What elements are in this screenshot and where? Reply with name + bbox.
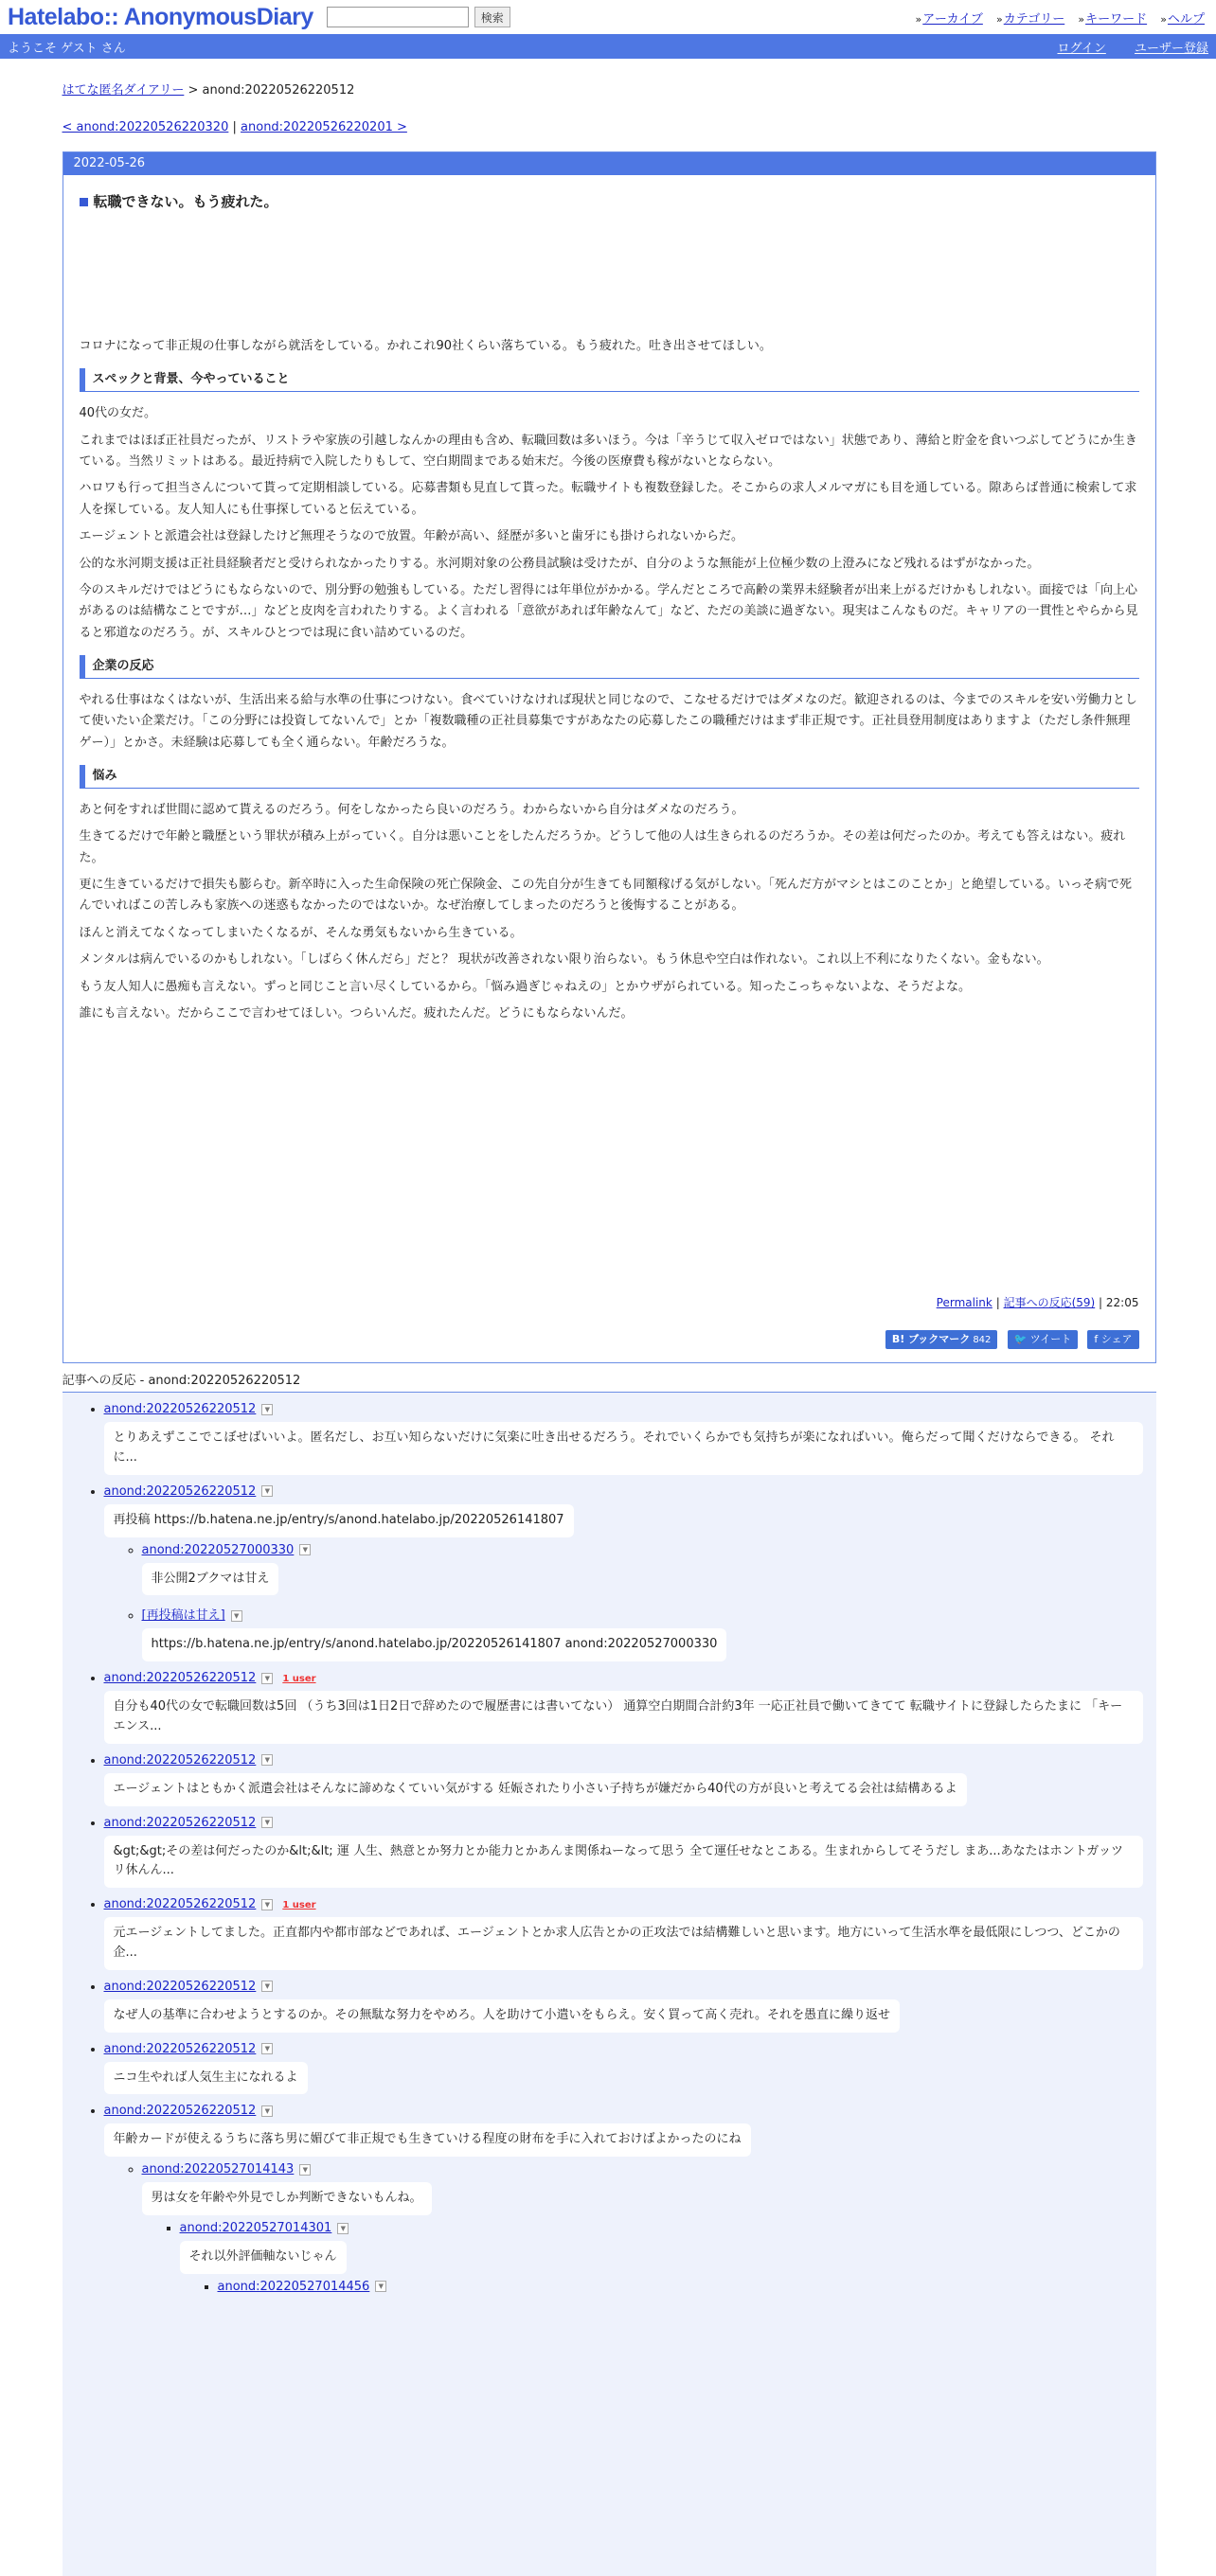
user-bar	[0, 34, 1216, 59]
reaction-snippet: エージェントはともかく派遣会社はそんなに諦めなくていい気がする 妊娠されたり小さい子持ちが嫌だから40代の方が良いと考えてる会社は結構あるよ	[104, 1773, 967, 1806]
reaction-item	[104, 1753, 1143, 1806]
tweet-button[interactable]	[1008, 1330, 1079, 1349]
diary-entry	[63, 151, 1156, 1363]
entry-body	[63, 175, 1155, 1362]
chevron-down-icon[interactable]: ▼	[299, 1544, 311, 1555]
nav-archive-link[interactable]: » アーカイブ	[916, 12, 983, 27]
chevron-down-icon[interactable]: ▼	[299, 2164, 311, 2176]
nav-help-link[interactable]: » ヘルプ	[1160, 12, 1205, 27]
reactions-link[interactable]: 記事への反応(59)	[1003, 1296, 1096, 1310]
reaction-link[interactable]: anond:20220526220512	[103, 1483, 257, 1499]
entry-paragraph: ハロワも行って担当さんについて貰って定期相談している。応募書類も見直して貰った。転職サイトも複数登録した。そこからの求人メルマガにも目を通している。隙あらば普通に検索して求人を探している。友人知人にも仕事探していると伝えている。	[79, 481, 1137, 517]
facebook-share-button[interactable]	[1087, 1330, 1138, 1349]
reaction-item	[104, 1402, 1143, 1475]
reaction-link[interactable]: [再投稿は甘え]	[141, 1608, 225, 1624]
reaction-link[interactable]: anond:20220526220512	[103, 1979, 257, 1994]
reaction-sublist	[142, 2221, 1143, 2294]
reaction-snippet: 再投稿 https://b.hatena.ne.jp/entry/s/anond.hatelabo.jp/20220526141807	[104, 1504, 574, 1537]
reaction-sublist	[104, 2162, 1143, 2294]
breadcrumb-current: anond:20220526220512	[202, 83, 355, 98]
register-link[interactable]: ユーザー登録	[1134, 41, 1208, 56]
entry-paragraph: もう友人知人に愚痴も言えない。ずっと同じこと言い尽くしているから。「悩み過ぎじゃねえの」とかウザがられている。知ったこっちゃないよな、そうだよな。	[79, 979, 971, 994]
reaction-snippet: 元エージェントしてました。正直都内や都市部などであれば、エージェントとか求人広告とかの正攻法では結構難しいと思います。地方にいって生活水準を最低限にしつつ、どこかの企...	[104, 1917, 1143, 1970]
breadcrumb	[63, 80, 1156, 98]
reaction-item	[104, 1897, 1143, 1970]
entry-paragraph: これまではほぼ正社員だったが、リストラや家族の引越しなんかの理由も含め、転職回数は多いほう。今は「辛うじて収入ゼロではない」状態であり、薄給と貯金を食いつぶしてどうにか生きている。当然リミットはある。最近持病で入院したりもして、空白期間まである始末だ。今後の医療費も稼がないとならない。	[79, 433, 1137, 470]
entry-date: 2022-05-26	[63, 152, 1155, 175]
chevron-down-icon[interactable]: ▼	[261, 1404, 273, 1415]
reaction-list	[72, 1402, 1143, 2294]
next-entry-link[interactable]: anond:20220526220201 >	[241, 120, 407, 134]
top-nav	[906, 9, 1205, 27]
reaction-link[interactable]: anond:20220527000330	[141, 1542, 295, 1557]
reaction-item	[104, 1980, 1143, 2033]
entry-paragraph: 生きてるだけで年齢と職歴という罪状が積み上がっていく。自分は悪いことをしたんだろうか。どうして他の人は生きられるのだろうか。その差は何だったのか。考えても答えはない。疲れた。	[79, 829, 1126, 865]
chevron-down-icon[interactable]: ▼	[261, 1485, 273, 1497]
entry-paragraph: あと何をすれば世間に認めて貰えるのだろう。何をしなかったら良いのだろう。わからないから自分はダメなのだろう。	[79, 803, 744, 818]
facebook-label: シェア	[1100, 1333, 1133, 1346]
footer-separator: |	[1099, 1296, 1103, 1310]
search-button[interactable]: 検索	[474, 7, 510, 27]
entry-paragraph: やれる仕事はなくはないが、生活出来る給与水準の仕事につけない。食べていけなければ現状と同じなので、こなせるだけではダメなのだ。歓迎されるのは、今までのスキルを安い労働力として使いたい企業だけ。「この分野には投資してないんで」とか「複数職種の正社員募集ですがあなたの応募したこの職種だけはまず非正規です。正社員登用制度はありますよ（ただし条件無理ゲー）」とかさ。未経験は応募しても全く通らない。年齢だろうな。	[79, 692, 1137, 750]
reaction-item	[180, 2221, 1143, 2294]
reaction-snippet: それ以外評価軸ないじゃん	[180, 2241, 347, 2274]
reaction-snippet: 自分も40代の女で転職回数は5回 （うち3回は1日2日で辞めたので履歴書には書いてない） 通算空白期間合計約3年 一応正社員で働いてきてて 転職サイトに登録したらたまに 「キーエンス...	[104, 1691, 1143, 1744]
section-heading: 悩み	[80, 765, 1139, 789]
reaction-item	[142, 1605, 1143, 1661]
reaction-item	[142, 2162, 1143, 2294]
section-heading: スペックと背景、今やっていること	[80, 368, 1139, 392]
reaction-item	[104, 1671, 1143, 1744]
reaction-snippet: &gt;&gt;その差は何だったのか&lt;&lt; 運 人生、熱意とか努力とか能力とかあんま関係ねーなって思う 全て運任せなとこある。生まれからしてそうだし まあ...あなたはホントガッツリ休んん...	[104, 1836, 1143, 1889]
entry-paragraph: メンタルは病んでいるのかもしれない。「しばらく休んだら」だと？ 現状が改善されない限り治らない。もう休息や空白は作れない。これ以上不利になりたくない。金もない。	[79, 952, 1049, 968]
reaction-snippet: https://b.hatena.ne.jp/entry/s/anond.hatelabo.jp/20220526141807 anond:20220527000330	[142, 1628, 727, 1661]
users-badge[interactable]: 1 user	[282, 1674, 316, 1685]
reaction-link[interactable]: anond:20220526220512	[103, 1815, 257, 1830]
nav-keyword-link[interactable]: » キーワード	[1078, 12, 1147, 27]
reaction-link[interactable]: anond:20220527014456	[217, 2279, 370, 2294]
entry-paragraph: ほんと消えてなくなってしまいたくなるが、そんな勇気もないから生きている。	[79, 925, 523, 940]
entry-paragraph: エージェントと派遣会社は登録したけど無理そうなので放置。年齢が高い、経歴が多いと歯牙にも掛けられないからだ。	[79, 529, 743, 544]
reaction-link[interactable]: anond:20220526220512	[103, 1402, 257, 1417]
chevron-down-icon[interactable]: ▼	[261, 1817, 273, 1828]
main-content	[61, 80, 1156, 2576]
chevron-down-icon[interactable]: ▼	[261, 2105, 273, 2117]
entry-paragraph: 更に生きているだけで損失も膨らむ。新卒時に入った生命保険の死亡保険金、この先自分が生きても同額稼げる気がしない。「死んだ方がマシとはこのことか」と絶望している。いっそ病で死んでいればこの苦しみも家族への迷惑もなかったのではないか。なぜ治療してしまったのだろうと後悔することがある。	[79, 878, 1133, 914]
user-links	[1032, 38, 1208, 56]
nav-category-link[interactable]: » カテゴリー	[996, 12, 1064, 27]
chevron-down-icon[interactable]: ▼	[261, 1899, 273, 1910]
share-buttons	[80, 1330, 1139, 1351]
entry-intro: コロナになって非正規の仕事しながら就活をしている。かれこれ90社くらい落ちている。もう疲れた。吐き出させてほしい。	[79, 339, 772, 353]
breadcrumb-home-link[interactable]: はてな匿名ダイアリー	[62, 83, 185, 98]
entry-title-text: 転職できない。もう疲れた。	[93, 193, 278, 210]
reaction-link[interactable]: anond:20220527014143	[141, 2162, 295, 2177]
reaction-link[interactable]: anond:20220526220512	[103, 1671, 257, 1686]
reactions-heading-label: 記事への反応 -	[62, 1374, 145, 1389]
section-heading: 企業の反応	[80, 655, 1139, 679]
reaction-snippet: 非公開2ブクマは甘え	[142, 1563, 279, 1596]
users-badge[interactable]: 1 user	[282, 1900, 316, 1911]
reaction-item	[218, 2280, 1143, 2294]
bookmark-button[interactable]	[885, 1330, 998, 1349]
welcome-text: ようこそ ゲスト さん	[8, 41, 126, 56]
reaction-link[interactable]: anond:20220526220512	[103, 1897, 257, 1912]
pager-separator: |	[232, 120, 237, 134]
chevron-down-icon[interactable]: ▼	[231, 1610, 242, 1622]
entry-paragraph: 今のスキルだけではどうにもならないので、別分野の勉強もしている。ただし習得には年単位がかかる。学んだところで高齢の業界未経験者が出来上がるだけかもしれない。面接では「向上心があるのは結構なことですが…」などと皮肉を言われたりする。よく言われる「意欲があれば年齢なんて」など、ただの美談に過ぎない。現実はこんなものだ。キャリアの一貫性とやらから見ると邪道なのだろう。が、スキルひとつでは現に食い詰めているのだ。	[79, 582, 1138, 640]
reaction-snippet: 男は女を年齢や外見でしか判断できないもんね。	[142, 2182, 432, 2215]
header-banner	[0, 0, 1216, 34]
bookmark-count: 842	[973, 1335, 992, 1346]
permalink-link[interactable]: Permalink	[936, 1296, 992, 1310]
entry-footer	[80, 1293, 1139, 1313]
reaction-item	[104, 1816, 1143, 1889]
reaction-sublist	[104, 1543, 1143, 1662]
entry-paragraph: 公的な氷河期支援は正社員経験者だと受けられなかったりする。氷河期対象の公務員試験は受けたが、自分のような無能が上位極少数の上澄みになど残れるはずがなかった。	[79, 556, 1040, 571]
reaction-link[interactable]: anond:20220526220512	[103, 2041, 257, 2056]
reaction-item	[104, 2104, 1143, 2293]
entry-title	[80, 192, 1139, 211]
footer-separator: |	[995, 1296, 1000, 1310]
reaction-sublist	[180, 2280, 1143, 2294]
chevron-down-icon[interactable]: ▼	[261, 1981, 273, 1992]
entry-time: 22:05	[1105, 1296, 1139, 1310]
reaction-snippet: ニコ生やれば人気生主になれるよ	[104, 2062, 308, 2095]
chevron-down-icon[interactable]: ▼	[337, 2223, 349, 2234]
reaction-snippet: とりあえずここでこぼせばいいよ。匿名だし、お互い知らないだけに気楽に吐き出せるだろう。それでいくらかでも気持ちが楽になればいい。俺らだって聞くだけならできる。 それに...	[104, 1422, 1143, 1475]
chevron-down-icon[interactable]: ▼	[261, 1754, 273, 1766]
tweet-label: ツイート	[1029, 1333, 1072, 1346]
reactions-panel	[63, 1393, 1156, 2576]
facebook-icon: f	[1094, 1333, 1099, 1346]
reactions-heading-target: anond:20220526220512	[148, 1374, 301, 1389]
chevron-down-icon[interactable]: ▼	[261, 1673, 273, 1684]
reaction-link[interactable]: anond:20220526220512	[103, 1752, 257, 1768]
search-input[interactable]	[327, 7, 469, 27]
reaction-link[interactable]: anond:20220526220512	[103, 2104, 257, 2119]
prev-entry-link[interactable]: < anond:20220526220320	[62, 120, 229, 134]
entry-pager	[63, 120, 1156, 134]
entry-sections	[80, 368, 1139, 1024]
reaction-snippet: なぜ人の基準に合わせようとするのか。その無駄な努力をやめろ。人を助けて小遣いをもらえ。安く買って高く売れ。それを愚直に繰り返せ	[104, 1999, 901, 2033]
square-icon[interactable]	[80, 198, 88, 206]
chevron-down-icon[interactable]: ▼	[375, 2281, 386, 2292]
site-logo[interactable]: Hatelabo:: AnonymousDiary	[8, 3, 313, 30]
entry-paragraph: 40代の女だ。	[79, 406, 157, 421]
bookmark-label: B! ブックマーク	[891, 1333, 971, 1346]
reaction-item	[142, 1543, 1143, 1596]
entry-paragraph: 誰にも言えない。だからここで言わせてほしい。つらいんだ。疲れたんだ。どうにもならないんだ。	[79, 1005, 634, 1021]
chevron-down-icon[interactable]: ▼	[261, 2043, 273, 2054]
reaction-item	[104, 2042, 1143, 2095]
login-link[interactable]: ログイン	[1057, 41, 1106, 56]
reaction-item	[104, 1484, 1143, 1661]
breadcrumb-separator: >	[188, 83, 199, 98]
reaction-link[interactable]: anond:20220527014301	[179, 2221, 332, 2235]
reactions-heading	[63, 1370, 1156, 1393]
twitter-icon: 🐦	[1013, 1333, 1028, 1346]
reaction-snippet: 年齢カードが使えるうちに落ち男に媚びて非正規でも生きていける程度の財布を手に入れておけばよかったのにね	[104, 2123, 751, 2157]
